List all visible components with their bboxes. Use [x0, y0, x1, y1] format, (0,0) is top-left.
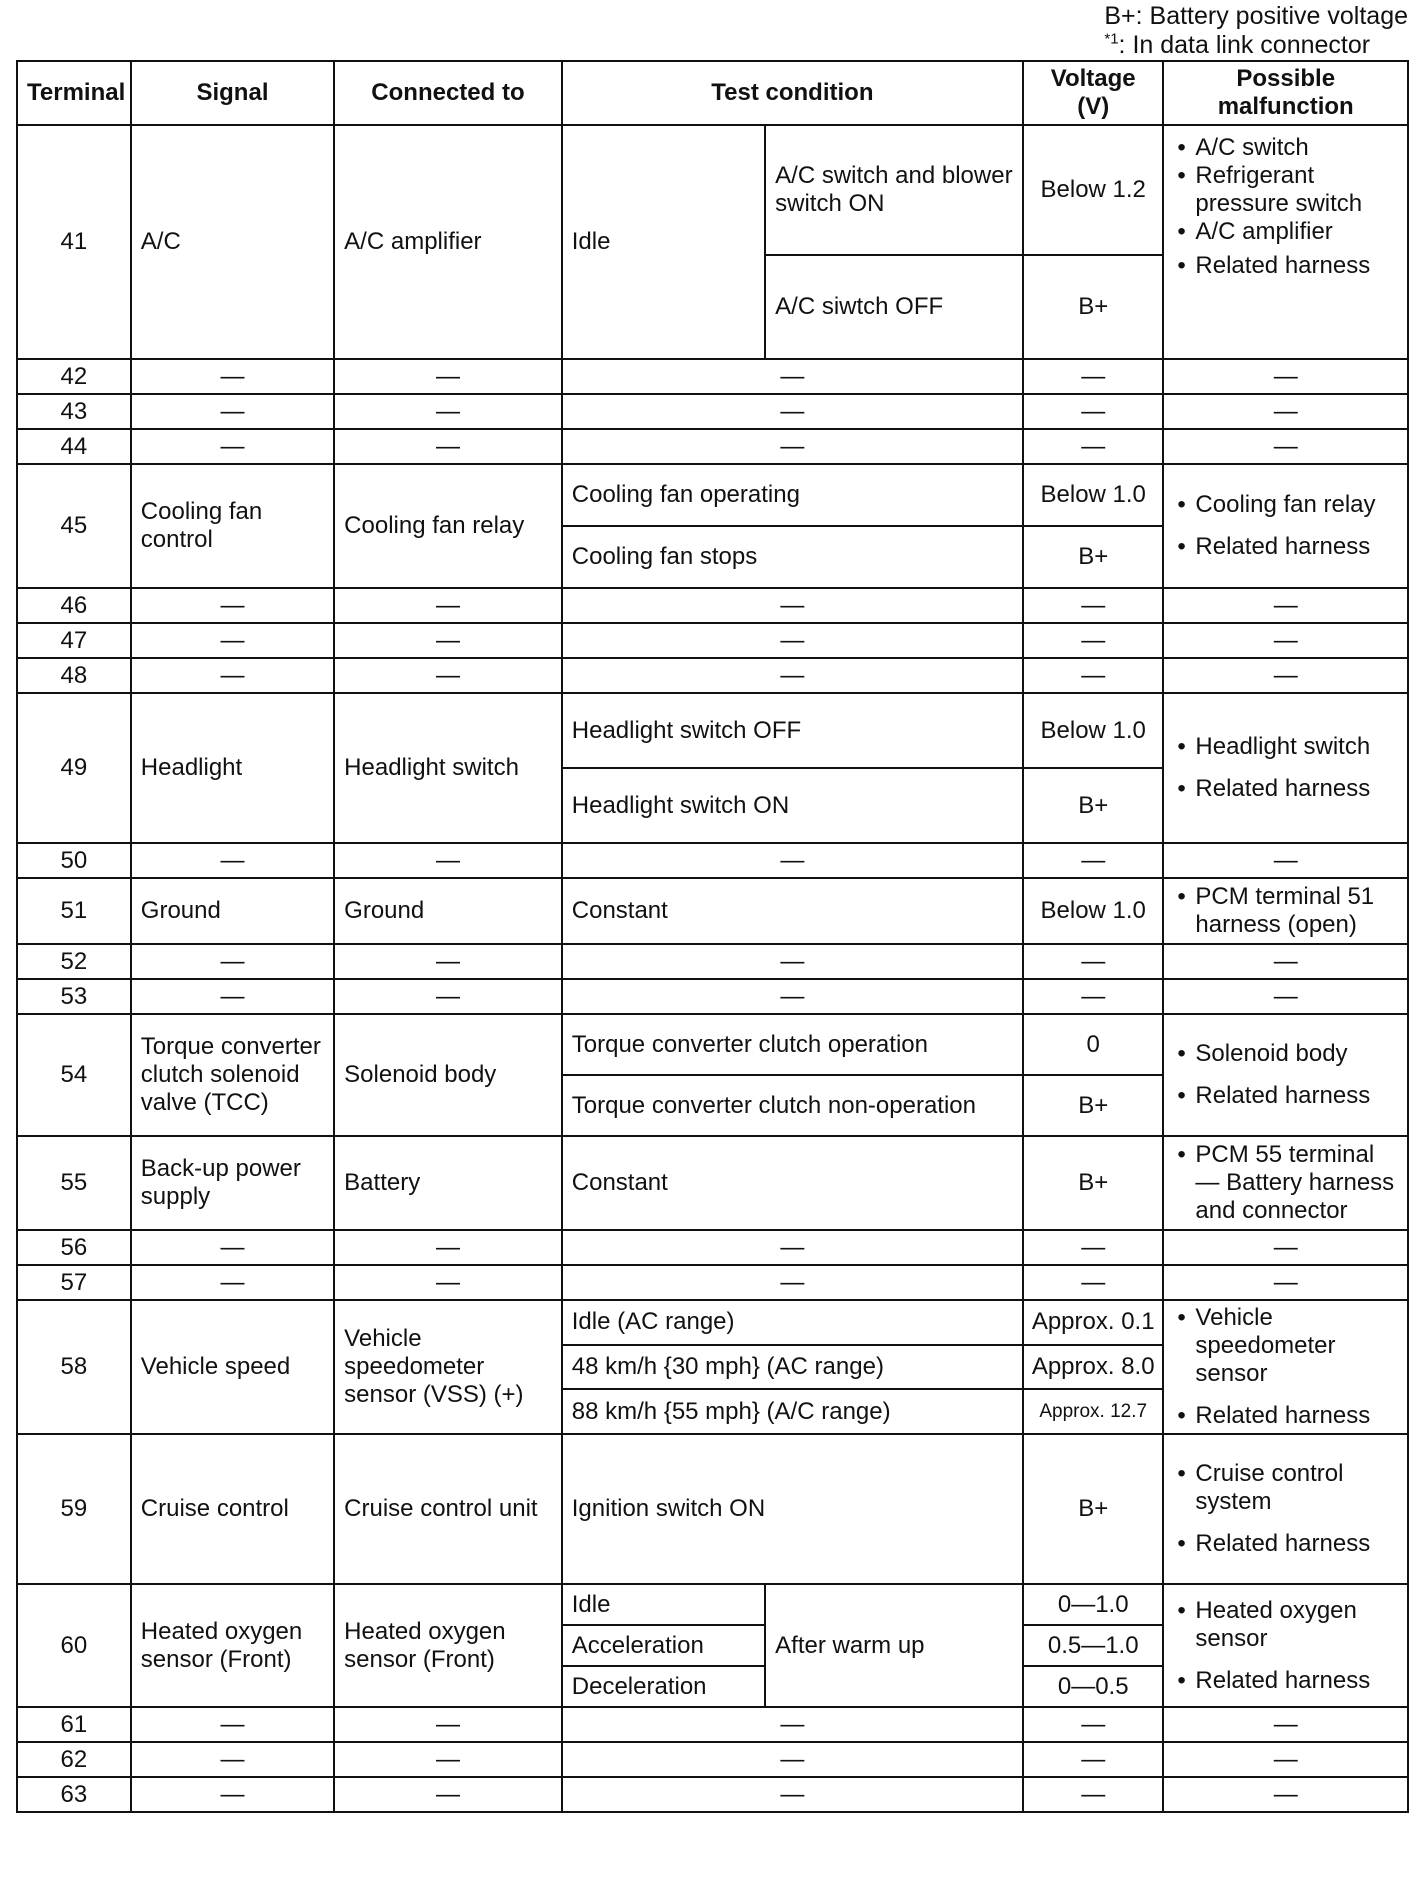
dash-cell: —	[1023, 429, 1163, 464]
malfunction-item: • Headlight switch	[1173, 733, 1398, 761]
malfunction-item: • Related harness	[1173, 1402, 1398, 1430]
signal-cell: A/C	[131, 125, 334, 359]
table-row	[17, 464, 1408, 526]
voltage-cell: Below 1.2	[1023, 125, 1163, 255]
terminal-cell: 59	[17, 1434, 131, 1584]
condition-cell: Idle	[562, 125, 765, 359]
terminal-cell: 54	[17, 1014, 131, 1136]
dash-cell: —	[1023, 588, 1163, 623]
malfunction-cell	[1163, 125, 1408, 359]
malfunction-item: • Related harness	[1173, 533, 1398, 561]
connected-cell: A/C amplifier	[334, 125, 562, 359]
dash-cell: —	[1163, 979, 1408, 1014]
header-malfunction: Possible malfunction	[1163, 61, 1408, 125]
malfunction-item: • Related harness	[1173, 1667, 1398, 1695]
malfunction-cell	[1163, 1434, 1408, 1584]
dash-cell: —	[334, 429, 562, 464]
malfunction-list	[1173, 1040, 1398, 1110]
voltage-cell: 0—1.0	[1023, 1584, 1163, 1625]
condition-cell: Idle (AC range)	[562, 1300, 1023, 1345]
dash-cell: —	[1163, 588, 1408, 623]
condition-cell: Ignition switch ON	[562, 1434, 1023, 1584]
dash-cell: —	[334, 1742, 562, 1777]
terminal-cell: 44	[17, 429, 131, 464]
dash-cell: —	[1163, 1742, 1408, 1777]
footnote-mark: *1	[1104, 30, 1119, 48]
dash-cell: —	[131, 979, 334, 1014]
table-row	[17, 979, 1408, 1014]
condition-cell: 88 km/h {55 mph} (A/C range)	[562, 1389, 1023, 1434]
terminal-cell: 57	[17, 1265, 131, 1300]
dash-cell: —	[1023, 1777, 1163, 1812]
signal-cell: Headlight	[131, 693, 334, 843]
dash-cell: —	[1023, 1707, 1163, 1742]
condition-cell: 48 km/h {30 mph} (AC range)	[562, 1345, 1023, 1390]
terminal-cell: 56	[17, 1230, 131, 1265]
table-row	[17, 125, 1408, 255]
dash-cell: —	[1023, 359, 1163, 394]
dash-cell: —	[334, 1777, 562, 1812]
voltage-cell: Approx. 8.0	[1023, 1345, 1163, 1390]
signal-cell: Cooling fan control	[131, 464, 334, 588]
dash-cell: —	[131, 394, 334, 429]
terminal-cell: 53	[17, 979, 131, 1014]
malfunction-list	[1173, 1460, 1398, 1558]
signal-cell: Torque converter clutch solenoid valve (TCC)	[131, 1014, 334, 1136]
signal-cell: Vehicle speed	[131, 1300, 334, 1434]
dash-cell: —	[1163, 1265, 1408, 1300]
condition-cell: Torque converter clutch non-operation	[562, 1075, 1023, 1136]
terminal-cell: 48	[17, 658, 131, 693]
terminal-cell: 58	[17, 1300, 131, 1434]
dash-cell: —	[1163, 359, 1408, 394]
terminal-cell: 50	[17, 843, 131, 878]
header-row	[17, 61, 1408, 125]
malfunction-list	[1173, 491, 1398, 561]
dash-cell: —	[562, 1230, 1023, 1265]
signal-cell: Cruise control	[131, 1434, 334, 1584]
dash-cell: —	[131, 843, 334, 878]
malfunction-list	[1173, 1304, 1398, 1430]
malfunction-cell	[1163, 464, 1408, 588]
condition-cell: Constant	[562, 1136, 1023, 1230]
dash-cell: —	[131, 1777, 334, 1812]
table-row	[17, 1707, 1408, 1742]
dash-cell: —	[1023, 843, 1163, 878]
condition-cell: Constant	[562, 878, 1023, 944]
header-test-condition: Test condition	[562, 61, 1023, 125]
terminal-cell: 51	[17, 878, 131, 944]
terminal-cell: 42	[17, 359, 131, 394]
table-row	[17, 429, 1408, 464]
dash-cell: —	[334, 1707, 562, 1742]
terminal-cell: 55	[17, 1136, 131, 1230]
dash-cell: —	[1163, 1230, 1408, 1265]
dash-cell: —	[562, 843, 1023, 878]
voltage-cell: Approx. 0.1	[1023, 1300, 1163, 1345]
footnote-text: : In data link connector	[1118, 31, 1371, 59]
table-row	[17, 1434, 1408, 1584]
malfunction-item: • PCM 55 terminal — Battery harness and connector	[1173, 1141, 1398, 1225]
malfunction-cell	[1163, 878, 1408, 944]
malfunction-item: • Related harness	[1173, 252, 1398, 280]
dash-cell: —	[334, 843, 562, 878]
dash-cell: —	[562, 1777, 1023, 1812]
dash-cell: —	[334, 359, 562, 394]
voltage-cell: 0—0.5	[1023, 1666, 1163, 1707]
dash-cell: —	[1023, 1230, 1163, 1265]
pcm-terminal-table	[16, 60, 1409, 1813]
malfunction-list	[1173, 134, 1398, 280]
terminal-cell: 47	[17, 623, 131, 658]
voltage-cell: 0.5—1.0	[1023, 1625, 1163, 1666]
table-row	[17, 843, 1408, 878]
dash-cell: —	[1023, 1265, 1163, 1300]
table-row	[17, 1777, 1408, 1812]
signal-cell: Heated oxygen sensor (Front)	[131, 1584, 334, 1707]
condition-common-cell: After warm up	[765, 1584, 1023, 1707]
malfunction-list	[1173, 1141, 1398, 1225]
dash-cell: —	[334, 623, 562, 658]
dash-cell: —	[562, 1707, 1023, 1742]
legend-footnote	[1104, 31, 1408, 60]
condition-sub-cell: A/C switch and blower switch ON	[765, 125, 1023, 255]
malfunction-item: • Cruise control system	[1173, 1460, 1398, 1516]
table-row	[17, 944, 1408, 979]
terminal-cell: 63	[17, 1777, 131, 1812]
malfunction-item: • PCM terminal 51 harness (open)	[1173, 883, 1398, 939]
dash-cell: —	[562, 1742, 1023, 1777]
dash-cell: —	[562, 623, 1023, 658]
malfunction-list	[1173, 883, 1398, 939]
condition-cell: Cooling fan stops	[562, 526, 1023, 588]
connected-cell: Ground	[334, 878, 562, 944]
dash-cell: —	[131, 1707, 334, 1742]
dash-cell: —	[1163, 1707, 1408, 1742]
table-row	[17, 1742, 1408, 1777]
malfunction-cell	[1163, 1300, 1408, 1434]
condition-sub-cell: Idle	[562, 1584, 765, 1625]
dash-cell: —	[1023, 1742, 1163, 1777]
terminal-cell: 62	[17, 1742, 131, 1777]
voltage-cell: B+	[1023, 1075, 1163, 1136]
table-row	[17, 623, 1408, 658]
malfunction-item: • Heated oxygen sensor	[1173, 1597, 1398, 1653]
legend-b-plus: B+: Battery positive voltage	[1104, 2, 1408, 30]
condition-cell: Headlight switch ON	[562, 768, 1023, 843]
voltage-cell: B+	[1023, 1136, 1163, 1230]
dash-cell: —	[334, 1230, 562, 1265]
malfunction-item: • Related harness	[1173, 1530, 1398, 1558]
legend	[1104, 2, 1408, 60]
dash-cell: —	[131, 1265, 334, 1300]
dash-cell: —	[131, 429, 334, 464]
terminal-cell: 43	[17, 394, 131, 429]
voltage-cell: B+	[1023, 768, 1163, 843]
dash-cell: —	[334, 944, 562, 979]
dash-cell: —	[1023, 979, 1163, 1014]
connected-cell: Cooling fan relay	[334, 464, 562, 588]
voltage-cell: 0	[1023, 1014, 1163, 1075]
dash-cell: —	[562, 588, 1023, 623]
signal-cell: Ground	[131, 878, 334, 944]
dash-cell: —	[562, 429, 1023, 464]
malfunction-item: • Cooling fan relay	[1173, 491, 1398, 519]
condition-sub-cell: A/C siwtch OFF	[765, 255, 1023, 359]
dash-cell: —	[1163, 944, 1408, 979]
dash-cell: —	[562, 979, 1023, 1014]
condition-cell: Cooling fan operating	[562, 464, 1023, 526]
table-row	[17, 658, 1408, 693]
voltage-cell: Below 1.0	[1023, 878, 1163, 944]
header-connected-to: Connected to	[334, 61, 562, 125]
dash-cell: —	[1163, 429, 1408, 464]
condition-cell: Torque converter clutch operation	[562, 1014, 1023, 1075]
malfunction-cell	[1163, 1014, 1408, 1136]
terminal-cell: 46	[17, 588, 131, 623]
condition-cell: Headlight switch OFF	[562, 693, 1023, 768]
voltage-cell: Approx. 12.7	[1023, 1389, 1163, 1434]
voltage-cell: B+	[1023, 526, 1163, 588]
malfunction-list	[1173, 1597, 1398, 1695]
malfunction-item: • Solenoid body	[1173, 1040, 1398, 1068]
connected-cell: Battery	[334, 1136, 562, 1230]
malfunction-cell	[1163, 693, 1408, 843]
dash-cell: —	[334, 394, 562, 429]
malfunction-cell	[1163, 1136, 1408, 1230]
terminal-cell: 41	[17, 125, 131, 359]
connected-cell: Solenoid body	[334, 1014, 562, 1136]
table-row	[17, 878, 1408, 944]
dash-cell: —	[131, 1230, 334, 1265]
dash-cell: —	[1163, 394, 1408, 429]
terminal-cell: 61	[17, 1707, 131, 1742]
table-row	[17, 1300, 1408, 1345]
dash-cell: —	[131, 1742, 334, 1777]
table-row	[17, 1136, 1408, 1230]
dash-cell: —	[131, 359, 334, 394]
voltage-cell: Below 1.0	[1023, 464, 1163, 526]
dash-cell: —	[562, 658, 1023, 693]
dash-cell: —	[1163, 843, 1408, 878]
condition-sub-cell: Acceleration	[562, 1625, 765, 1666]
dash-cell: —	[1163, 1777, 1408, 1812]
connected-cell: Cruise control unit	[334, 1434, 562, 1584]
signal-cell: Back-up power supply	[131, 1136, 334, 1230]
dash-cell: —	[562, 944, 1023, 979]
table-row	[17, 1265, 1408, 1300]
voltage-cell: B+	[1023, 1434, 1163, 1584]
header-voltage: Voltage (V)	[1023, 61, 1163, 125]
terminal-cell: 45	[17, 464, 131, 588]
malfunction-item: • Related harness	[1173, 775, 1398, 803]
terminal-cell: 49	[17, 693, 131, 843]
table-row	[17, 1230, 1408, 1265]
table-row	[17, 1014, 1408, 1075]
dash-cell: —	[131, 944, 334, 979]
condition-sub-cell: Deceleration	[562, 1666, 765, 1707]
malfunction-item: • Related harness	[1173, 1082, 1398, 1110]
dash-cell: —	[562, 1265, 1023, 1300]
dash-cell: —	[1023, 944, 1163, 979]
dash-cell: —	[131, 588, 334, 623]
dash-cell: —	[334, 979, 562, 1014]
table-row	[17, 693, 1408, 768]
malfunction-item: • Refrigerant pressure switch	[1173, 162, 1398, 218]
terminal-cell: 52	[17, 944, 131, 979]
table-row	[17, 588, 1408, 623]
dash-cell: —	[131, 623, 334, 658]
dash-cell: —	[1023, 658, 1163, 693]
dash-cell: —	[1163, 623, 1408, 658]
header-signal: Signal	[131, 61, 334, 125]
dash-cell: —	[131, 658, 334, 693]
table-row	[17, 1584, 1408, 1625]
malfunction-item: • Vehicle speedometer sensor	[1173, 1304, 1398, 1388]
dash-cell: —	[334, 588, 562, 623]
dash-cell: —	[334, 658, 562, 693]
terminal-cell: 60	[17, 1584, 131, 1707]
connected-cell: Heated oxygen sensor (Front)	[334, 1584, 562, 1707]
dash-cell: —	[562, 394, 1023, 429]
dash-cell: —	[1023, 394, 1163, 429]
connected-cell: Headlight switch	[334, 693, 562, 843]
voltage-cell: B+	[1023, 255, 1163, 359]
dash-cell: —	[334, 1265, 562, 1300]
table-row	[17, 394, 1408, 429]
malfunction-item: • A/C amplifier	[1173, 218, 1398, 246]
dash-cell: —	[1023, 623, 1163, 658]
malfunction-item: • A/C switch	[1173, 134, 1398, 162]
header-terminal: Terminal	[17, 61, 131, 125]
voltage-cell: Below 1.0	[1023, 693, 1163, 768]
connected-cell: Vehicle speedometer sensor (VSS) (+)	[334, 1300, 562, 1434]
malfunction-cell	[1163, 1584, 1408, 1707]
malfunction-list	[1173, 733, 1398, 803]
dash-cell: —	[562, 359, 1023, 394]
table-row	[17, 359, 1408, 394]
dash-cell: —	[1163, 658, 1408, 693]
